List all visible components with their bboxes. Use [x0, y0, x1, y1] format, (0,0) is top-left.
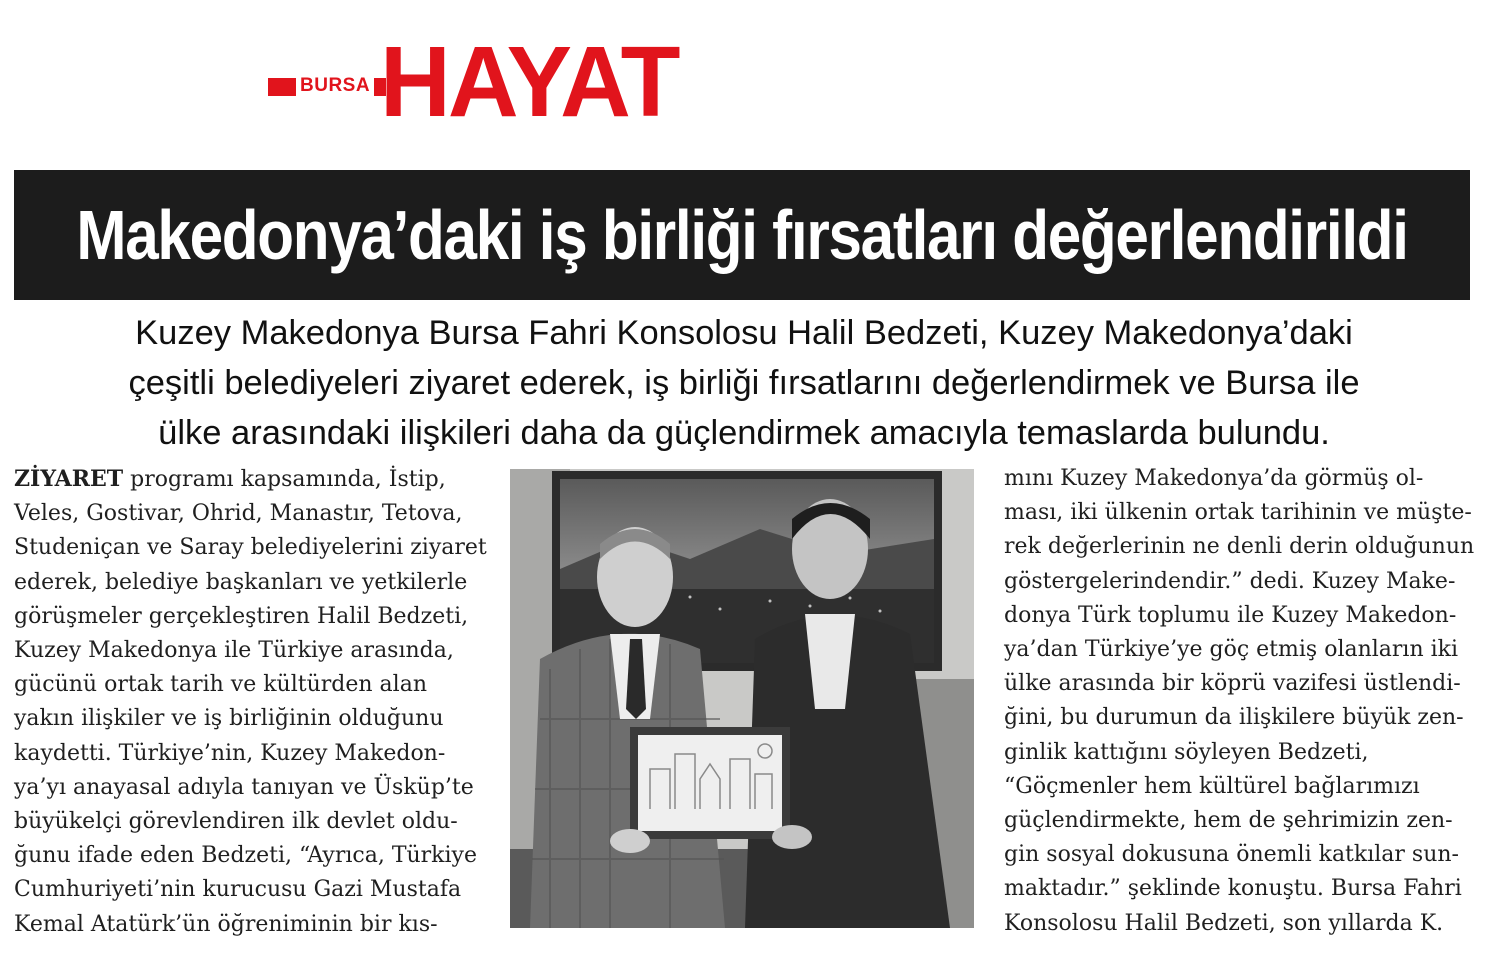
- body-line: güçlendirmekte, hem de şehrimizin zen-: [1004, 808, 1453, 834]
- body-line: Veles, Gostivar, Ohrid, Manastır, Tetova,: [14, 501, 463, 527]
- body-line: gin sosyal dokusuna önemli katkılar sun-: [1004, 842, 1459, 868]
- body-line: büyükelçi görevlendiren ilk devlet oldu-: [14, 809, 458, 835]
- spot-line: çeşitli belediyeleri ziyaret ederek, iş birliği fırsatlarını değerlendirmek ve Bursa ile: [128, 364, 1360, 402]
- body-line: görüşmeler gerçekleştiren Halil Bedzeti,: [14, 603, 469, 629]
- body-line: donya Türk toplumu ile Kuzey Makedon-: [1004, 602, 1457, 628]
- body-line: [14, 462, 490, 497]
- body-line: kaydetti. Türkiye’nin, Kuzey Makedon-: [14, 740, 446, 766]
- body-line: yakın ilişkiler ve iş birliğinin olduğunu: [14, 706, 444, 732]
- body-line: ğunu ifade eden Bedzeti, “Ayrıca, Türkiye: [14, 843, 477, 869]
- body-line: ğini, bu durumun da ilişkilere büyük zen-: [1004, 705, 1464, 731]
- masthead-prefix: BURSA: [296, 75, 374, 97]
- article-column-left: [14, 462, 490, 942]
- body-line: Cumhuriyeti’nin kurucusu Gazi Mustafa: [14, 877, 462, 903]
- body-line: ya’dan Türkiye’ye göç etmiş olanların iki: [1004, 637, 1459, 663]
- lead-word: ZİYARET: [14, 466, 124, 492]
- masthead-logo: [268, 26, 678, 138]
- article-column-right: [1004, 462, 1474, 941]
- body-line: gücünü ortak tarih ve kültürden alan: [14, 672, 427, 698]
- spot-summary: [14, 308, 1474, 458]
- body-line: Konsolosu Halil Bedzeti, son yıllarda K.: [1004, 910, 1444, 936]
- body-line: Kuzey Makedonya ile Türkiye arasında,: [14, 638, 454, 664]
- body-line: Studeniçan ve Saray belediyelerini ziyaret: [14, 535, 487, 561]
- spot-line: Kuzey Makedonya Bursa Fahri Konsolosu Halil Bedzeti, Kuzey Makedonya’daki: [135, 314, 1353, 352]
- body-line: ederek, belediye başkanları ve yetkilerle: [14, 569, 468, 595]
- spot-line: ülke arasındaki ilişkileri daha da güçlendirmek amacıyla temaslarda bulundu.: [158, 414, 1330, 452]
- body-line: ması, iki ülkenin ortak tarihinin ve müşte-: [1004, 500, 1472, 526]
- photo-illustration: [510, 469, 974, 928]
- article-photo: [510, 469, 974, 928]
- headline: Makedonya’daki iş birliği fırsatları değerlendirildi: [76, 196, 1408, 274]
- body-line: göstergelerindendir.” dedi. Kuzey Make-: [1004, 568, 1456, 594]
- first-line-text: programı kapsamında, İstip,: [123, 467, 446, 492]
- body-line: Kemal Atatürk’ün öğreniminin bir kıs-: [14, 911, 438, 937]
- body-line: maktadır.” şeklinde konuştu. Bursa Fahri: [1004, 876, 1462, 902]
- body-line: ülke arasında bir köprü vazifesi üstlendi-: [1004, 671, 1461, 697]
- body-line: mını Kuzey Makedonya’da görmüş ol-: [1004, 466, 1424, 491]
- headline-banner: [14, 170, 1470, 300]
- masthead-name: HAYAT: [380, 26, 678, 138]
- body-line: ya’yı anayasal adıyla tanıyan ve Üsküp’te: [14, 774, 474, 800]
- body-line: rek değerlerinin ne denli derin olduğunun: [1004, 534, 1475, 560]
- body-line: ginlik kattığını söyleyen Bedzeti,: [1004, 739, 1369, 765]
- body-line: “Göçmenler hem kültürel bağlarımızı: [1004, 773, 1420, 799]
